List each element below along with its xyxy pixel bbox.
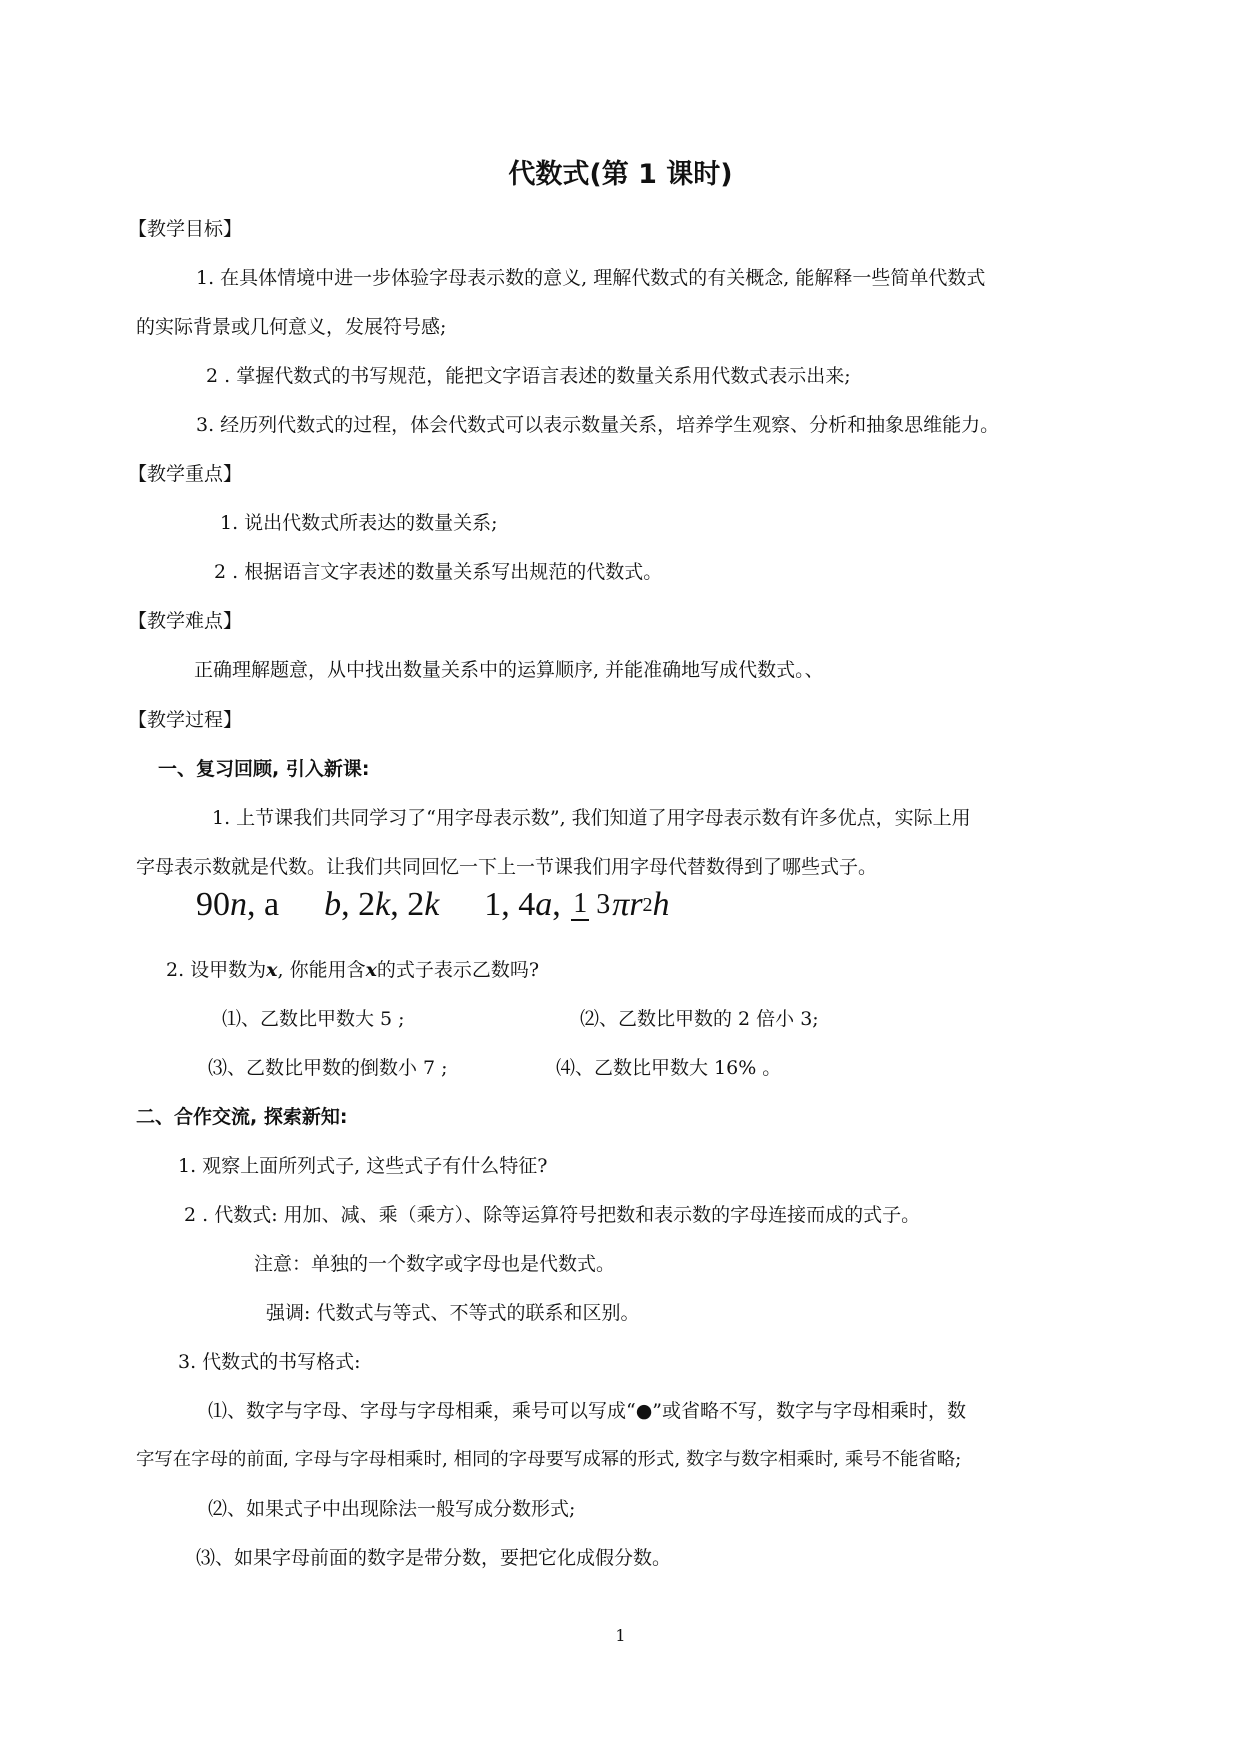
formula-term: , 2 bbox=[390, 886, 425, 924]
process-heading: 【教学过程】 bbox=[128, 709, 243, 731]
key-points-heading: 【教学重点】 bbox=[128, 463, 243, 485]
rule-3: ⑶、如果字母前面的数字是带分数，要把它化成假分数。 bbox=[196, 1547, 672, 1569]
objective-1-line-1: 1. 在具体情境中进一步体验字母表示数的意义, 理解代数式的有关概念, 能解释一些简单代数式 bbox=[196, 267, 986, 289]
formula-term: , bbox=[552, 886, 561, 924]
rule-2: ⑵、如果式子中出现除法一般写成分数形式; bbox=[208, 1498, 576, 1520]
para-2-prefix: 2. 设甲数为 bbox=[166, 959, 267, 981]
difficulties-text: 正确理解题意，从中找出数量关系中的运算顺序, 并能准确地写成代数式。、 bbox=[194, 659, 824, 681]
formula-exponent: 2 bbox=[642, 893, 653, 916]
key-point-1: 1. 说出代数式所表达的数量关系; bbox=[220, 512, 498, 534]
section-1-para-2 bbox=[166, 958, 539, 982]
question-1: ⑴、乙数比甲数大 5 ; bbox=[222, 1008, 405, 1030]
section-2-para-2: 2 . 代数式: 用加、减、乘（乘方）、除等运算符号把数和表示数的字母连接而成的式子。 bbox=[184, 1204, 921, 1226]
para-2-suffix: 的式子表示乙数吗? bbox=[376, 959, 540, 981]
page-number: 1 bbox=[615, 1626, 626, 1645]
section-1-para-1-line-1: 1. 上节课我们共同学习了“用字母表示数”, 我们知道了用字母表示数有许多优点，实际上用 bbox=[212, 807, 971, 829]
objective-1-line-2: 的实际背景或几何意义，发展符号感; bbox=[136, 316, 447, 338]
section-2-note: 注意：单独的一个数字或字母也是代数式。 bbox=[254, 1253, 616, 1275]
formula-variable: a bbox=[535, 886, 553, 924]
formula-term: 1, 4 bbox=[484, 886, 536, 924]
formula-variable: k bbox=[424, 886, 440, 924]
formula-term: , a bbox=[247, 886, 280, 924]
variable-x: x bbox=[266, 959, 278, 981]
fraction-numerator: 1 bbox=[573, 888, 588, 920]
rule-1-line-2: 字写在字母的前面, 字母与字母相乘时, 相同的字母要写成幂的形式, 数字与数字相乘时, 乘号不能省略; bbox=[136, 1449, 962, 1470]
formula-expressions bbox=[196, 884, 670, 954]
variable-x: x bbox=[365, 959, 377, 981]
section-1-heading: 一、复习回顾, 引入新课: bbox=[158, 758, 370, 780]
formula-variable: k bbox=[375, 886, 391, 924]
formula-term: , 2 bbox=[341, 886, 376, 924]
fraction-denominator: 3 bbox=[596, 889, 611, 921]
difficulties-heading: 【教学难点】 bbox=[128, 610, 243, 632]
formula-variable: πr bbox=[612, 886, 643, 924]
section-2-emphasis: 强调: 代数式与等式、不等式的联系和区别。 bbox=[266, 1302, 640, 1324]
question-2: ⑵、乙数比甲数的 2 倍小 3; bbox=[580, 1008, 819, 1030]
objectives-heading: 【教学目标】 bbox=[128, 218, 243, 240]
question-3: ⑶、乙数比甲数的倒数小 7 ; bbox=[208, 1057, 448, 1079]
formula-fraction bbox=[571, 889, 610, 922]
formula-term: 90 bbox=[196, 886, 230, 924]
section-2-para-1: 1. 观察上面所列式子, 这些式子有什么特征? bbox=[178, 1155, 548, 1177]
formula-variable: b bbox=[324, 886, 342, 924]
rule-1-line-1: ⑴、数字与字母、字母与字母相乘，乘号可以写成“●”或省略不写，数字与字母相乘时，数 bbox=[208, 1400, 967, 1422]
key-point-2: 2 . 根据语言文字表述的数量关系写出规范的代数式。 bbox=[214, 561, 663, 583]
page-title: 代数式(第 1 课时) bbox=[508, 159, 733, 190]
objective-3: 3. 经历列代数式的过程，体会代数式可以表示数量关系，培养学生观察、分析和抽象思维能力。 bbox=[196, 414, 1000, 436]
para-2-middle: , 你能用含 bbox=[277, 959, 366, 981]
section-2-para-3: 3. 代数式的书写格式: bbox=[178, 1351, 361, 1373]
question-4: ⑷、乙数比甲数大 16% 。 bbox=[556, 1057, 782, 1079]
objective-2: 2 . 掌握代数式的书写规范，能把文字语言表述的数量关系用代数式表示出来; bbox=[206, 365, 851, 387]
formula-variable: n bbox=[230, 886, 247, 924]
section-2-heading: 二、合作交流, 探索新知: bbox=[136, 1106, 348, 1128]
section-1-para-1-line-2: 字母表示数就是代数。让我们共同回忆一下上一节课我们用字母代替数得到了哪些式子。 bbox=[136, 856, 878, 878]
formula-variable: h bbox=[652, 886, 670, 924]
